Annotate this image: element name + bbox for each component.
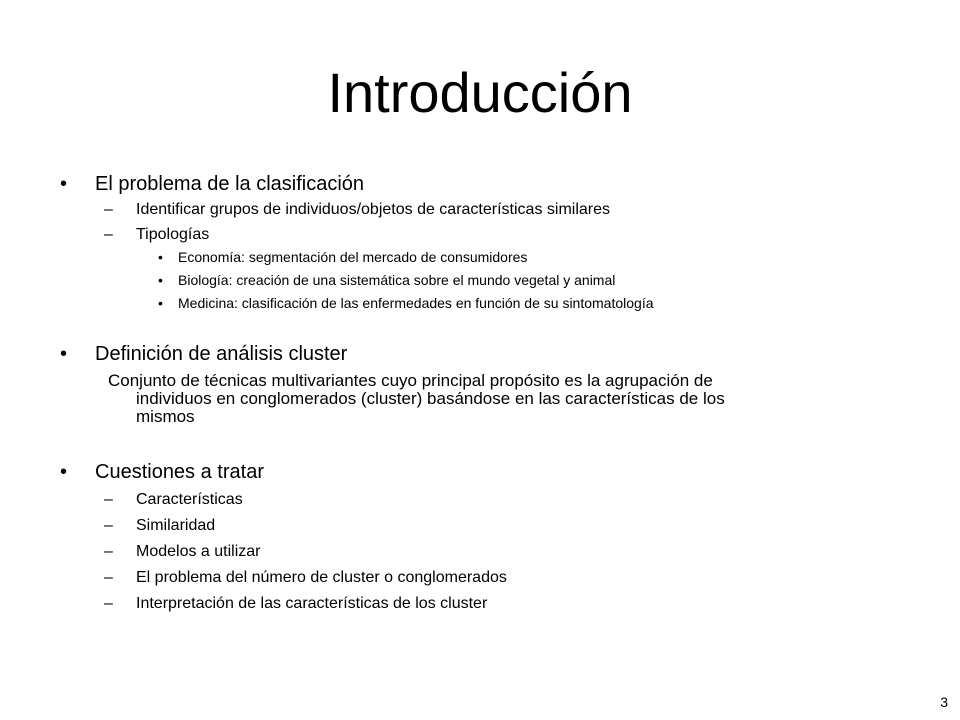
dash-marker: – xyxy=(104,201,113,218)
list-item: Tipologías xyxy=(136,226,210,243)
definition-line: Conjunto de técnicas multivariantes cuyo principal propósito es la agrupación de xyxy=(108,371,713,390)
dash-marker: – xyxy=(104,595,113,612)
bullet-marker: • xyxy=(60,461,68,483)
list-item: Identificar grupos de individuos/objetos de características similares xyxy=(136,201,611,218)
section-heading-definition: Definición de análisis cluster xyxy=(95,343,348,365)
dash-marker: – xyxy=(104,543,113,560)
dash-marker: – xyxy=(104,569,113,586)
list-item: Interpretación de las características de los cluster xyxy=(136,595,488,612)
sub-list-item: Economía: segmentación del mercado de consumidores xyxy=(178,249,528,265)
bullet-marker: • xyxy=(60,173,68,195)
sub-bullet-marker: • xyxy=(158,295,163,311)
list-item: Similaridad xyxy=(136,517,216,534)
section-heading-problem: El problema de la clasificación xyxy=(95,173,365,195)
slide-title: Introducción xyxy=(327,61,633,124)
page-number: 3 xyxy=(940,694,948,710)
definition-line: individuos en conglomerados (cluster) basándose en las características de los xyxy=(136,389,725,408)
section-heading-questions: Cuestiones a tratar xyxy=(95,461,264,483)
definition-line: mismos xyxy=(136,407,195,426)
sub-bullet-marker: • xyxy=(158,272,163,288)
sub-bullet-marker: • xyxy=(158,249,163,265)
sub-list-item: Medicina: clasificación de las enfermedades en función de su sintomatología xyxy=(178,295,654,311)
dash-marker: – xyxy=(104,517,113,534)
dash-marker: – xyxy=(104,226,113,243)
list-item: El problema del número de cluster o conglomerados xyxy=(136,569,507,586)
sub-list-item: Biología: creación de una sistemática sobre el mundo vegetal y animal xyxy=(178,272,616,288)
list-item: Modelos a utilizar xyxy=(136,543,261,560)
bullet-marker: • xyxy=(60,343,68,365)
dash-marker: – xyxy=(104,491,113,508)
list-item: Características xyxy=(136,491,243,508)
